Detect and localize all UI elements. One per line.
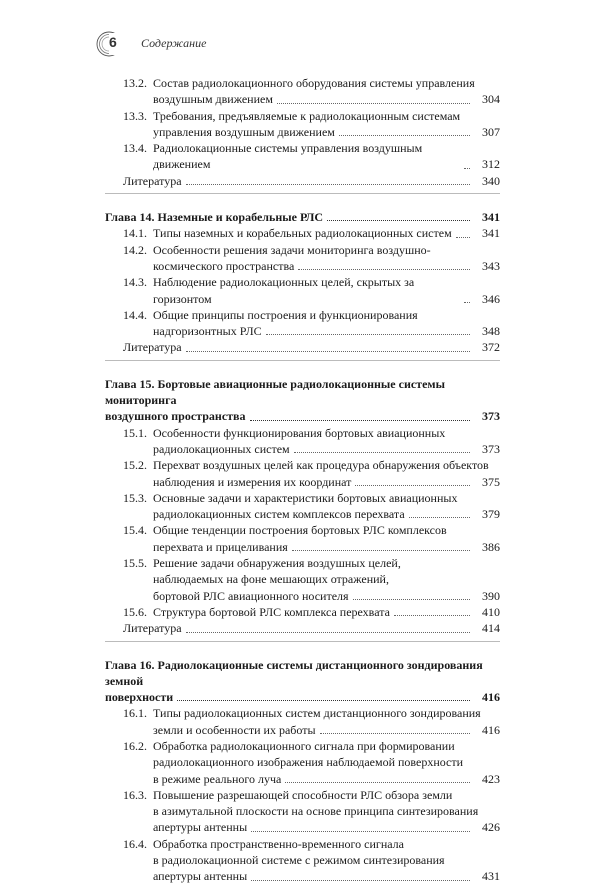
toc-entry-text: Общие тенденции построения бортовых РЛС комплексов (153, 523, 447, 538)
chapter-page-number: 416 (482, 690, 500, 705)
toc-page-number: 375 (482, 474, 500, 489)
leader-dots (353, 599, 470, 600)
page-header (96, 31, 556, 57)
toc-page-number: 379 (482, 507, 500, 522)
leader-dots (285, 782, 470, 783)
toc-entry-text: Основные задачи и характеристики бортовых авиационных (153, 490, 458, 505)
toc-entry[interactable] (105, 705, 500, 738)
toc-entry-number: 14.3. (123, 275, 147, 290)
toc-entry-number: 13.2. (123, 76, 147, 90)
toc-page-number: 410 (482, 604, 500, 619)
toc-entry-number: 14.4. (123, 307, 147, 322)
toc-entry-text: воздушным движением (153, 92, 273, 107)
toc-entry[interactable] (105, 307, 500, 340)
toc-entry-text: Особенности решения задачи мониторинга воздушно- (153, 242, 431, 257)
toc-entry-number: 16.4. (123, 836, 147, 851)
toc-entry-text: Структура бортовой РЛС комплекса перехвата (153, 604, 390, 619)
leader-dots (292, 550, 470, 551)
toc-entry-text: надгоризонтных РЛС (153, 324, 262, 339)
toc-entry-text: Радиолокационные системы управления воздушным движением (153, 141, 423, 172)
toc-page-number: 423 (482, 771, 500, 786)
toc-entry-text: Перехват воздушных целей как процедура обнаружения объектов (153, 458, 489, 473)
chapter-title: Глава 15. Бортовые авиационные радиолокационные системы мониторинга (105, 376, 445, 408)
toc-entry-number: 16.3. (123, 787, 147, 802)
toc-entry-number: 14.1. (123, 226, 147, 241)
toc-entry-text: радиолокационных систем комплексов перехвата (153, 507, 405, 522)
leader-dots (355, 485, 470, 486)
toc-literature[interactable]: Литература 414 (123, 621, 500, 636)
leader-dots (266, 334, 470, 335)
divider (105, 641, 500, 651)
running-head: Содержание (141, 36, 207, 50)
leader-dots (177, 700, 470, 701)
toc-literature[interactable]: Литература 372 (123, 340, 500, 355)
toc-chapter-14[interactable] (105, 209, 500, 225)
toc-page-number: 386 (482, 539, 500, 554)
toc-page-number: 416 (482, 722, 500, 737)
toc-entry-text: Требования, предъявляемые к радиолокационным системам (153, 108, 461, 123)
toc-entry-text: в режиме реального луча (153, 771, 282, 786)
chapter-title: Глава 14. Наземные и корабельные РЛС (105, 210, 324, 225)
toc-page-number: 390 (482, 588, 500, 603)
toc-entry[interactable] (105, 555, 500, 604)
toc-entry-number: 13.4. (123, 141, 147, 156)
toc-entry-number: 15.6. (123, 604, 147, 619)
toc-page-number: 426 (482, 820, 500, 835)
toc-entry[interactable] (105, 457, 500, 490)
toc-page-number: 431 (482, 869, 500, 884)
chapter-title: Глава 16. Радиолокационные системы дистанционного зондирования земной (105, 657, 483, 688)
page-number: 6 (109, 34, 117, 50)
leader-dots (320, 733, 470, 734)
toc-entry-text: апертуры антенны (153, 869, 248, 884)
toc-entry-text: управления воздушным движением (153, 124, 335, 139)
leader-dots (298, 269, 470, 270)
leader-dots (464, 168, 470, 169)
toc-page-number: 304 (482, 92, 500, 107)
toc-entry-text: в радиолокационной системе с режимом синтезирования (153, 853, 445, 868)
toc-entry-text: Наблюдение радиолокационных целей, скрытых за горизонтом (153, 275, 415, 306)
toc-page-number: 341 (482, 226, 500, 241)
leader-dots (339, 135, 470, 136)
toc-page-number: 373 (482, 441, 500, 456)
toc-entry-text: радиолокационных систем (153, 441, 290, 456)
toc-chapter-16[interactable] (105, 657, 500, 706)
chapter-title: поверхности (105, 690, 174, 705)
leader-dots (327, 220, 470, 221)
toc-entry-text: в азимутальной плоскости на основе принципа синтезирования (153, 804, 479, 819)
toc-entry-number: 15.4. (123, 523, 147, 538)
toc-entry-number: 16.1. (123, 706, 147, 721)
chapter-page-number: 341 (482, 210, 500, 225)
leader-dots (394, 615, 470, 616)
leader-dots (464, 302, 470, 303)
toc-entry[interactable] (105, 787, 500, 836)
toc-entry-number: 14.2. (123, 242, 147, 257)
toc-entry-text: наблюдения и измерения их координат (153, 474, 352, 489)
toc-entry[interactable] (105, 225, 500, 241)
toc-entry-text: Типы наземных и корабельных радиолокационных систем (153, 226, 452, 241)
toc-entry[interactable] (105, 425, 500, 458)
toc-entry[interactable] (105, 108, 500, 141)
toc-entry-text: Общие принципы построения и функционирования (153, 307, 418, 322)
toc-entry-number: 15.3. (123, 490, 147, 505)
toc-entry[interactable] (105, 274, 500, 307)
toc-entry-number: 16.2. (123, 738, 147, 753)
toc-entry-number: 13.3. (123, 108, 147, 123)
divider (105, 360, 500, 370)
leader-dots (294, 452, 470, 453)
toc-entry[interactable] (105, 604, 500, 620)
toc-page-number: 346 (482, 291, 500, 306)
toc-page-number: 307 (482, 124, 500, 139)
toc-entry-text: Решение задачи обнаружения воздушных целей, (153, 556, 401, 571)
toc-entry-text: Особенности функционирования бортовых авиационных (153, 425, 446, 440)
toc-entry[interactable] (105, 75, 500, 108)
table-of-contents (105, 75, 500, 885)
toc-entry-text: земли и особенности их работы (153, 722, 316, 737)
toc-entry-number: 15.2. (123, 458, 147, 473)
toc-page-number: 343 (482, 258, 500, 273)
toc-entry-text: бортовой РЛС авиационного носителя (153, 588, 349, 603)
leader-dots (456, 237, 470, 238)
chapter-title: воздушного пространства (105, 409, 246, 424)
toc-entry-number: 15.5. (123, 556, 147, 571)
toc-page-number: 312 (482, 157, 500, 172)
toc-entry[interactable] (105, 242, 500, 275)
leader-dots (250, 420, 470, 421)
leader-dots (277, 103, 470, 104)
toc-entry-text: Обработка пространственно-временного сигнала (153, 836, 404, 851)
toc-literature[interactable]: Литература 340 (123, 173, 500, 188)
leader-dots (251, 880, 470, 881)
toc-chapter-15[interactable] (105, 376, 500, 425)
toc-entry[interactable] (105, 738, 500, 787)
toc-entry[interactable] (105, 522, 500, 555)
toc-entry-text: космического пространства (153, 258, 295, 273)
toc-block-ch13 (105, 75, 500, 173)
chapter-page-number: 373 (482, 409, 500, 424)
toc-block-ch16 (105, 705, 500, 884)
toc-entry-text: Обработка радиолокационного сигнала при формировании (153, 738, 455, 753)
toc-entry[interactable] (105, 140, 500, 173)
toc-entry-text: перехвата и прицеливания (153, 539, 288, 554)
leader-dots (409, 517, 470, 518)
toc-entry-text: радиолокационного изображения наблюдаемой поверхности (153, 755, 464, 770)
toc-entry-text: апертуры антенны (153, 820, 248, 835)
toc-page-number: 348 (482, 324, 500, 339)
toc-entry-text: Состав радиолокационного оборудования системы управления (153, 76, 475, 90)
toc-entry[interactable] (105, 490, 500, 523)
toc-entry-number: 15.1. (123, 425, 147, 440)
divider (105, 193, 500, 203)
toc-block-ch15 (105, 425, 500, 621)
toc-entry[interactable] (105, 836, 500, 885)
toc-block-ch14 (105, 225, 500, 339)
toc-entry-text: наблюдаемых на фоне мешающих отражений, (153, 572, 389, 587)
toc-entry-text: Типы радиолокационных систем дистанционного зондирования (153, 706, 481, 721)
leader-dots (251, 831, 470, 832)
toc-entry-text: Повышение разрешающей способности РЛС обзора земли (153, 787, 453, 802)
